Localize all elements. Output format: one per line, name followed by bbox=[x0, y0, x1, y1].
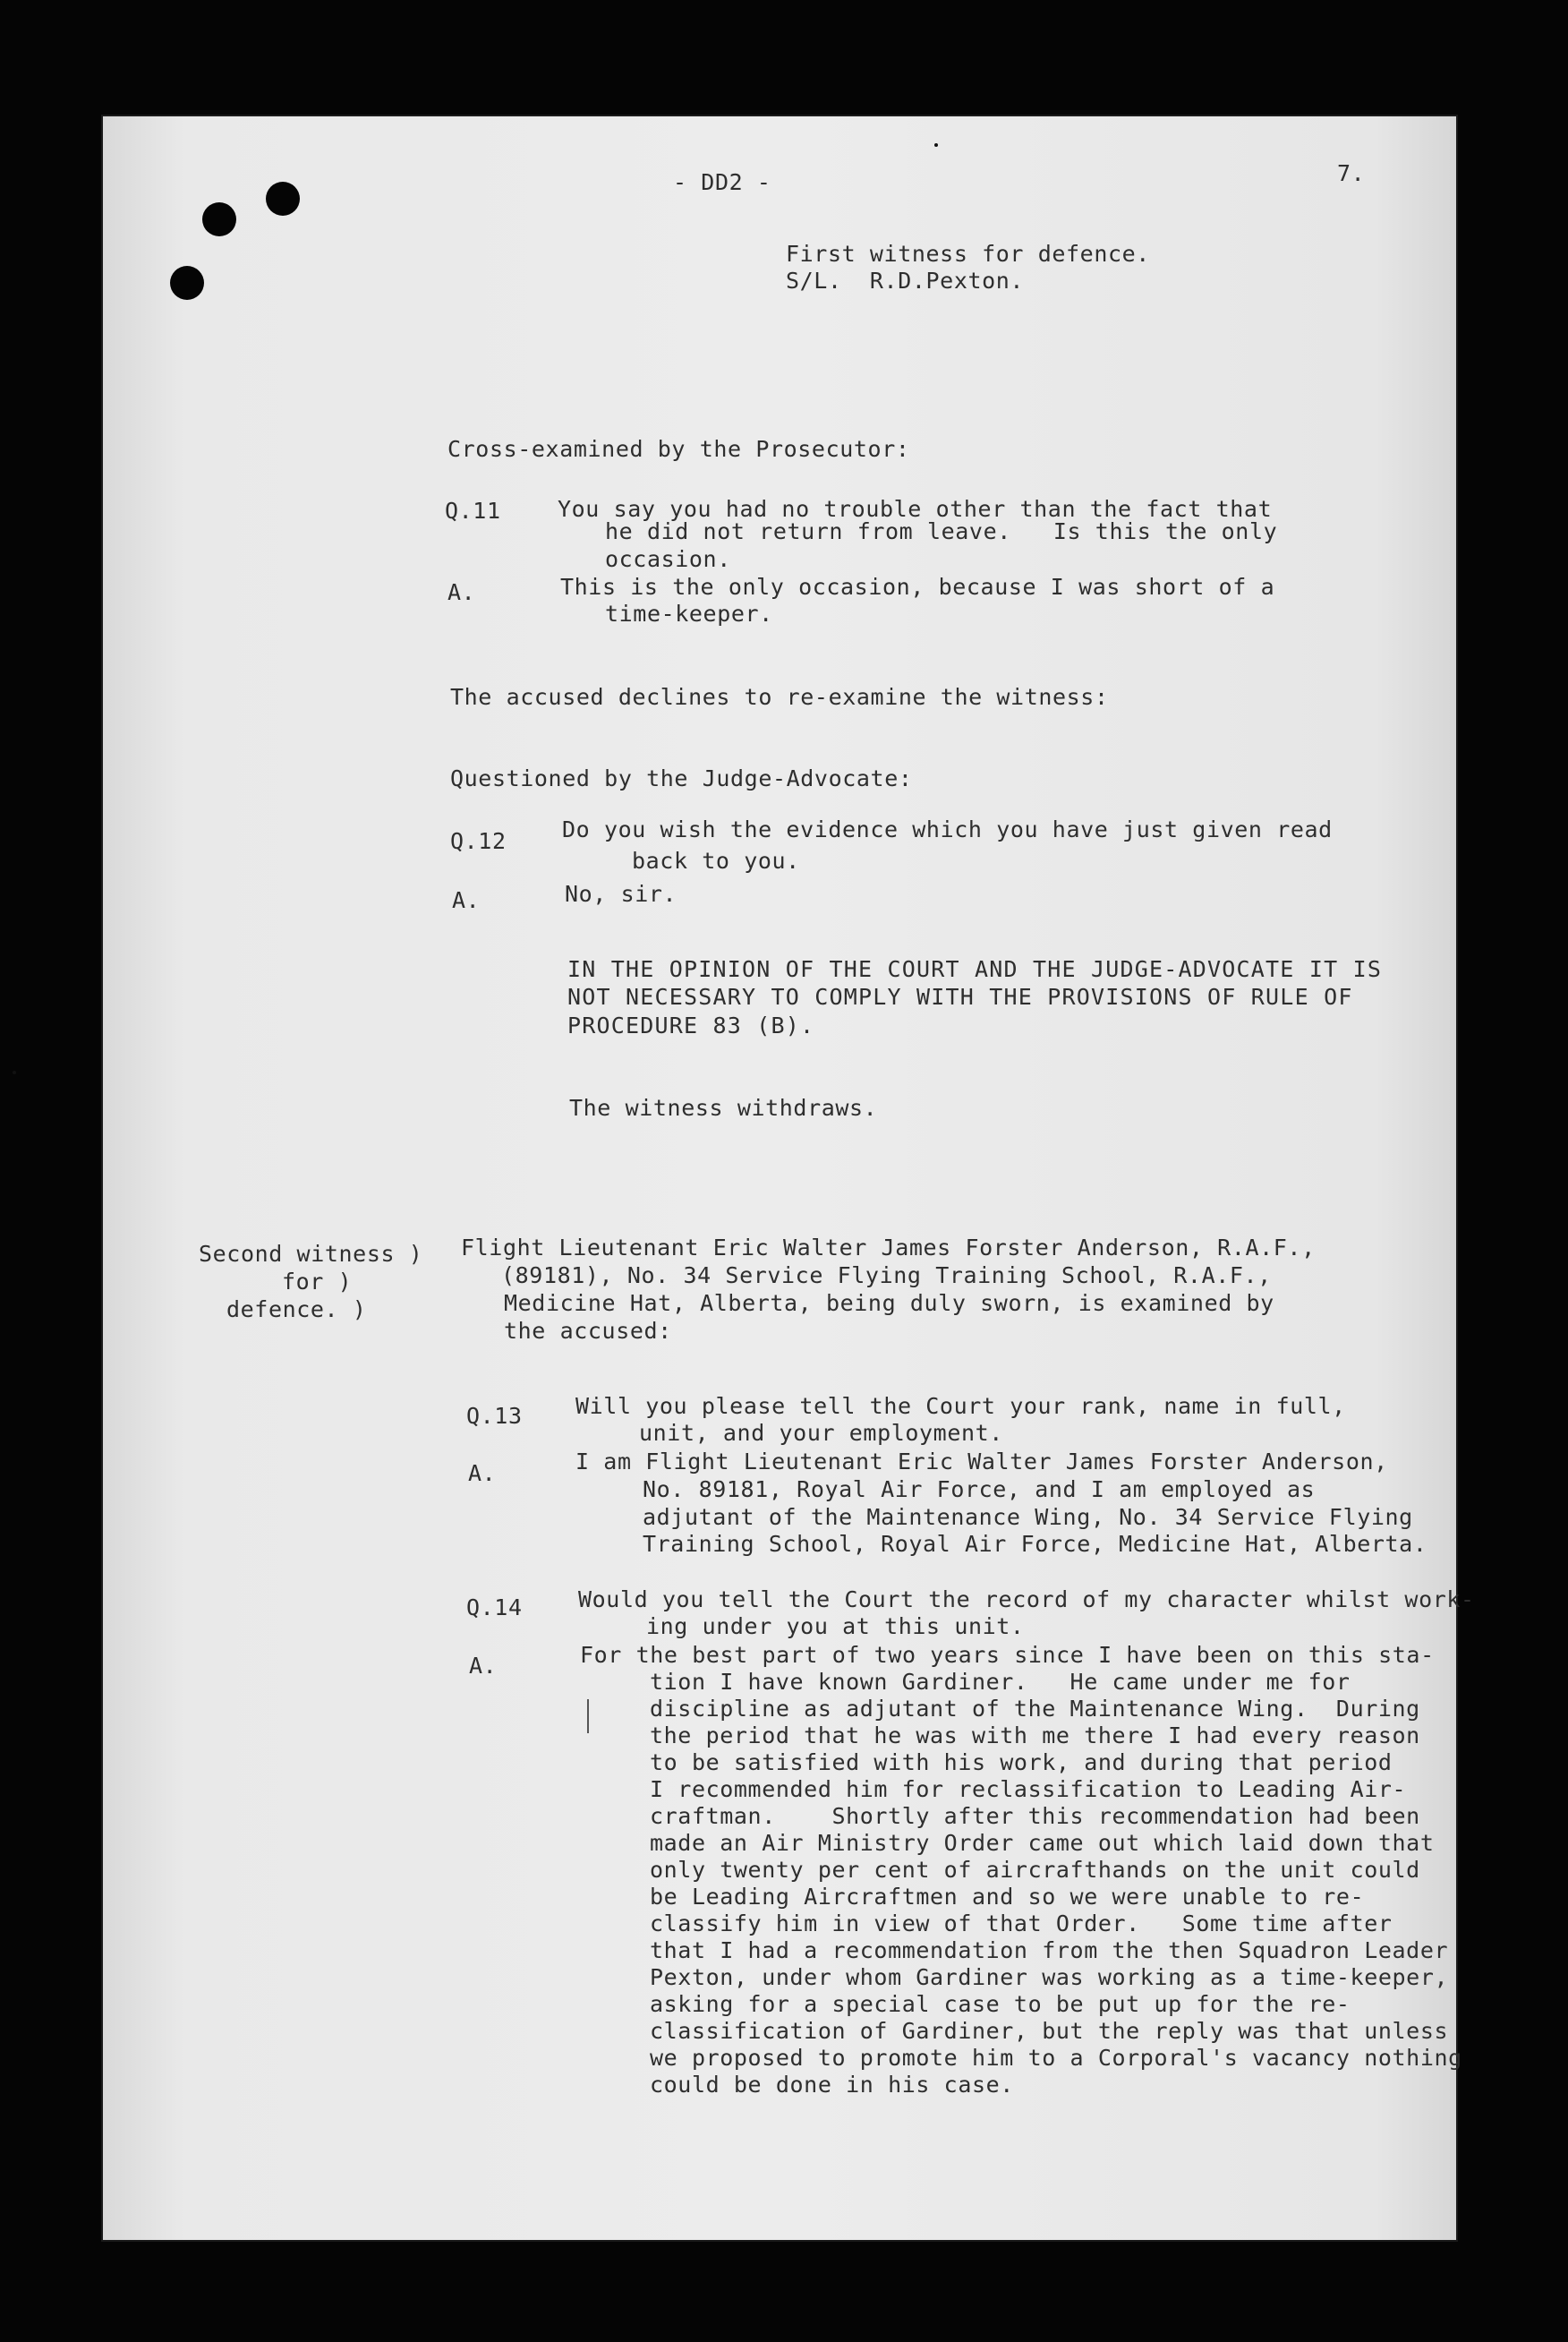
intro-line2: (89181), No. 34 Service Flying Training School, R.A.F., bbox=[501, 1262, 1272, 1288]
a14-line15: classification of Gardiner, but the reply was that unless bbox=[650, 2018, 1449, 2044]
margin-line3: defence. ) bbox=[226, 1296, 367, 1322]
q14-label: Q.14 bbox=[466, 1594, 523, 1620]
margin-line1: Second witness ) bbox=[199, 1241, 423, 1267]
punch-hole bbox=[170, 266, 204, 300]
a12-text: No, sir. bbox=[565, 881, 677, 907]
a11-line2: time-keeper. bbox=[605, 601, 773, 627]
a14-line4: the period that he was with me there I had every reason bbox=[650, 1722, 1420, 1748]
intro-line1: Flight Lieutenant Eric Walter James Forster Anderson, R.A.F., bbox=[461, 1235, 1316, 1261]
a14-line12: that I had a recommendation from the then Squadron Leader bbox=[650, 1937, 1449, 1963]
intro-line3: Medicine Hat, Alberta, being duly sworn, is examined by bbox=[504, 1290, 1274, 1316]
a14-label: A. bbox=[469, 1653, 498, 1679]
q14-line1: Would you tell the Court the record of my character whilst work- bbox=[578, 1586, 1475, 1612]
page-code: - DD2 - bbox=[673, 169, 771, 195]
a14-line10: be Leading Aircraftmen and so we were unable to re- bbox=[650, 1884, 1365, 1910]
a14-line2: tion I have known Gardiner. He came under me for bbox=[650, 1669, 1351, 1695]
opinion-line2: NOT NECESSARY TO COMPLY WITH THE PROVISIONS OF RULE OF bbox=[567, 984, 1353, 1010]
a13-line3: adjutant of the Maintenance Wing, No. 34 Service Flying bbox=[643, 1504, 1413, 1530]
margin-mark bbox=[587, 1699, 589, 1733]
a14-line8: made an Air Ministry Order came out which laid down that bbox=[650, 1830, 1435, 1856]
a14-line14: asking for a special case to be put up for the re- bbox=[650, 1991, 1351, 2017]
q13-label: Q.13 bbox=[466, 1403, 523, 1429]
cross-exam-heading: Cross-examined by the Prosecutor: bbox=[447, 436, 910, 462]
q11-line3: occasion. bbox=[605, 546, 731, 572]
q11-label: Q.11 bbox=[445, 498, 501, 524]
judge-advocate-heading: Questioned by the Judge-Advocate: bbox=[450, 765, 913, 791]
q14-line2: ing under you at this unit. bbox=[646, 1613, 1025, 1639]
withdraws-statement: The witness withdraws. bbox=[569, 1095, 878, 1121]
q11-line2: he did not return from leave. Is this the only bbox=[605, 518, 1278, 544]
q11-line1: You say you had no trouble other than the fact that bbox=[558, 496, 1273, 522]
witness-heading-line2: S/L. R.D.Pexton. bbox=[786, 268, 1025, 294]
a14-line6: I recommended him for reclassification to Leading Air- bbox=[650, 1776, 1407, 1802]
a11-label: A. bbox=[447, 579, 476, 605]
a14-line11: classify him in view of that Order. Some time after bbox=[650, 1910, 1393, 1936]
punch-hole bbox=[202, 202, 236, 236]
declines-statement: The accused declines to re-examine the witness: bbox=[450, 684, 1109, 710]
punch-hole bbox=[266, 182, 300, 216]
q13-line2: unit, and your employment. bbox=[639, 1420, 1003, 1446]
opinion-line3: PROCEDURE 83 (B). bbox=[567, 1013, 815, 1039]
a13-line1: I am Flight Lieutenant Eric Walter James Forster Anderson, bbox=[575, 1449, 1388, 1474]
a14-line9: only twenty per cent of aircrafthands on the unit could bbox=[650, 1857, 1420, 1883]
speck bbox=[934, 143, 938, 147]
a11-line1: This is the only occasion, because I was short of a bbox=[560, 574, 1275, 600]
q12-line1: Do you wish the evidence which you have just given read bbox=[562, 816, 1333, 842]
a13-line4: Training School, Royal Air Force, Medicine Hat, Alberta. bbox=[643, 1531, 1427, 1557]
q12-label: Q.12 bbox=[450, 828, 507, 854]
opinion-line1: IN THE OPINION OF THE COURT AND THE JUDGE-ADVOCATE IT IS bbox=[567, 956, 1383, 982]
a13-label: A. bbox=[468, 1460, 497, 1486]
a14-line16: we proposed to promote him to a Corporal's vacancy nothing bbox=[650, 2045, 1462, 2071]
a14-line7: craftman. Shortly after this recommendation had been bbox=[650, 1803, 1420, 1829]
a14-line17: could be done in his case. bbox=[650, 2072, 1014, 2098]
a14-line13: Pexton, under whom Gardiner was working as a time-keeper, bbox=[650, 1964, 1449, 1990]
a14-line3: discipline as adjutant of the Maintenance Wing. During bbox=[650, 1696, 1420, 1722]
witness-heading-line1: First witness for defence. bbox=[786, 241, 1150, 267]
a14-line5: to be satisfied with his work, and during that period bbox=[650, 1749, 1393, 1775]
q12-line2: back to you. bbox=[632, 848, 800, 874]
page-number: 7. bbox=[1337, 160, 1366, 186]
a13-line2: No. 89181, Royal Air Force, and I am employed as bbox=[643, 1476, 1316, 1502]
margin-line2: for ) bbox=[282, 1269, 353, 1295]
intro-line4: the accused: bbox=[504, 1318, 672, 1344]
q13-line1: Will you please tell the Court your rank, name in full, bbox=[575, 1393, 1346, 1419]
a14-line1: For the best part of two years since I have been on this sta- bbox=[580, 1642, 1435, 1668]
a12-label: A. bbox=[452, 887, 481, 913]
speck bbox=[13, 1071, 16, 1074]
